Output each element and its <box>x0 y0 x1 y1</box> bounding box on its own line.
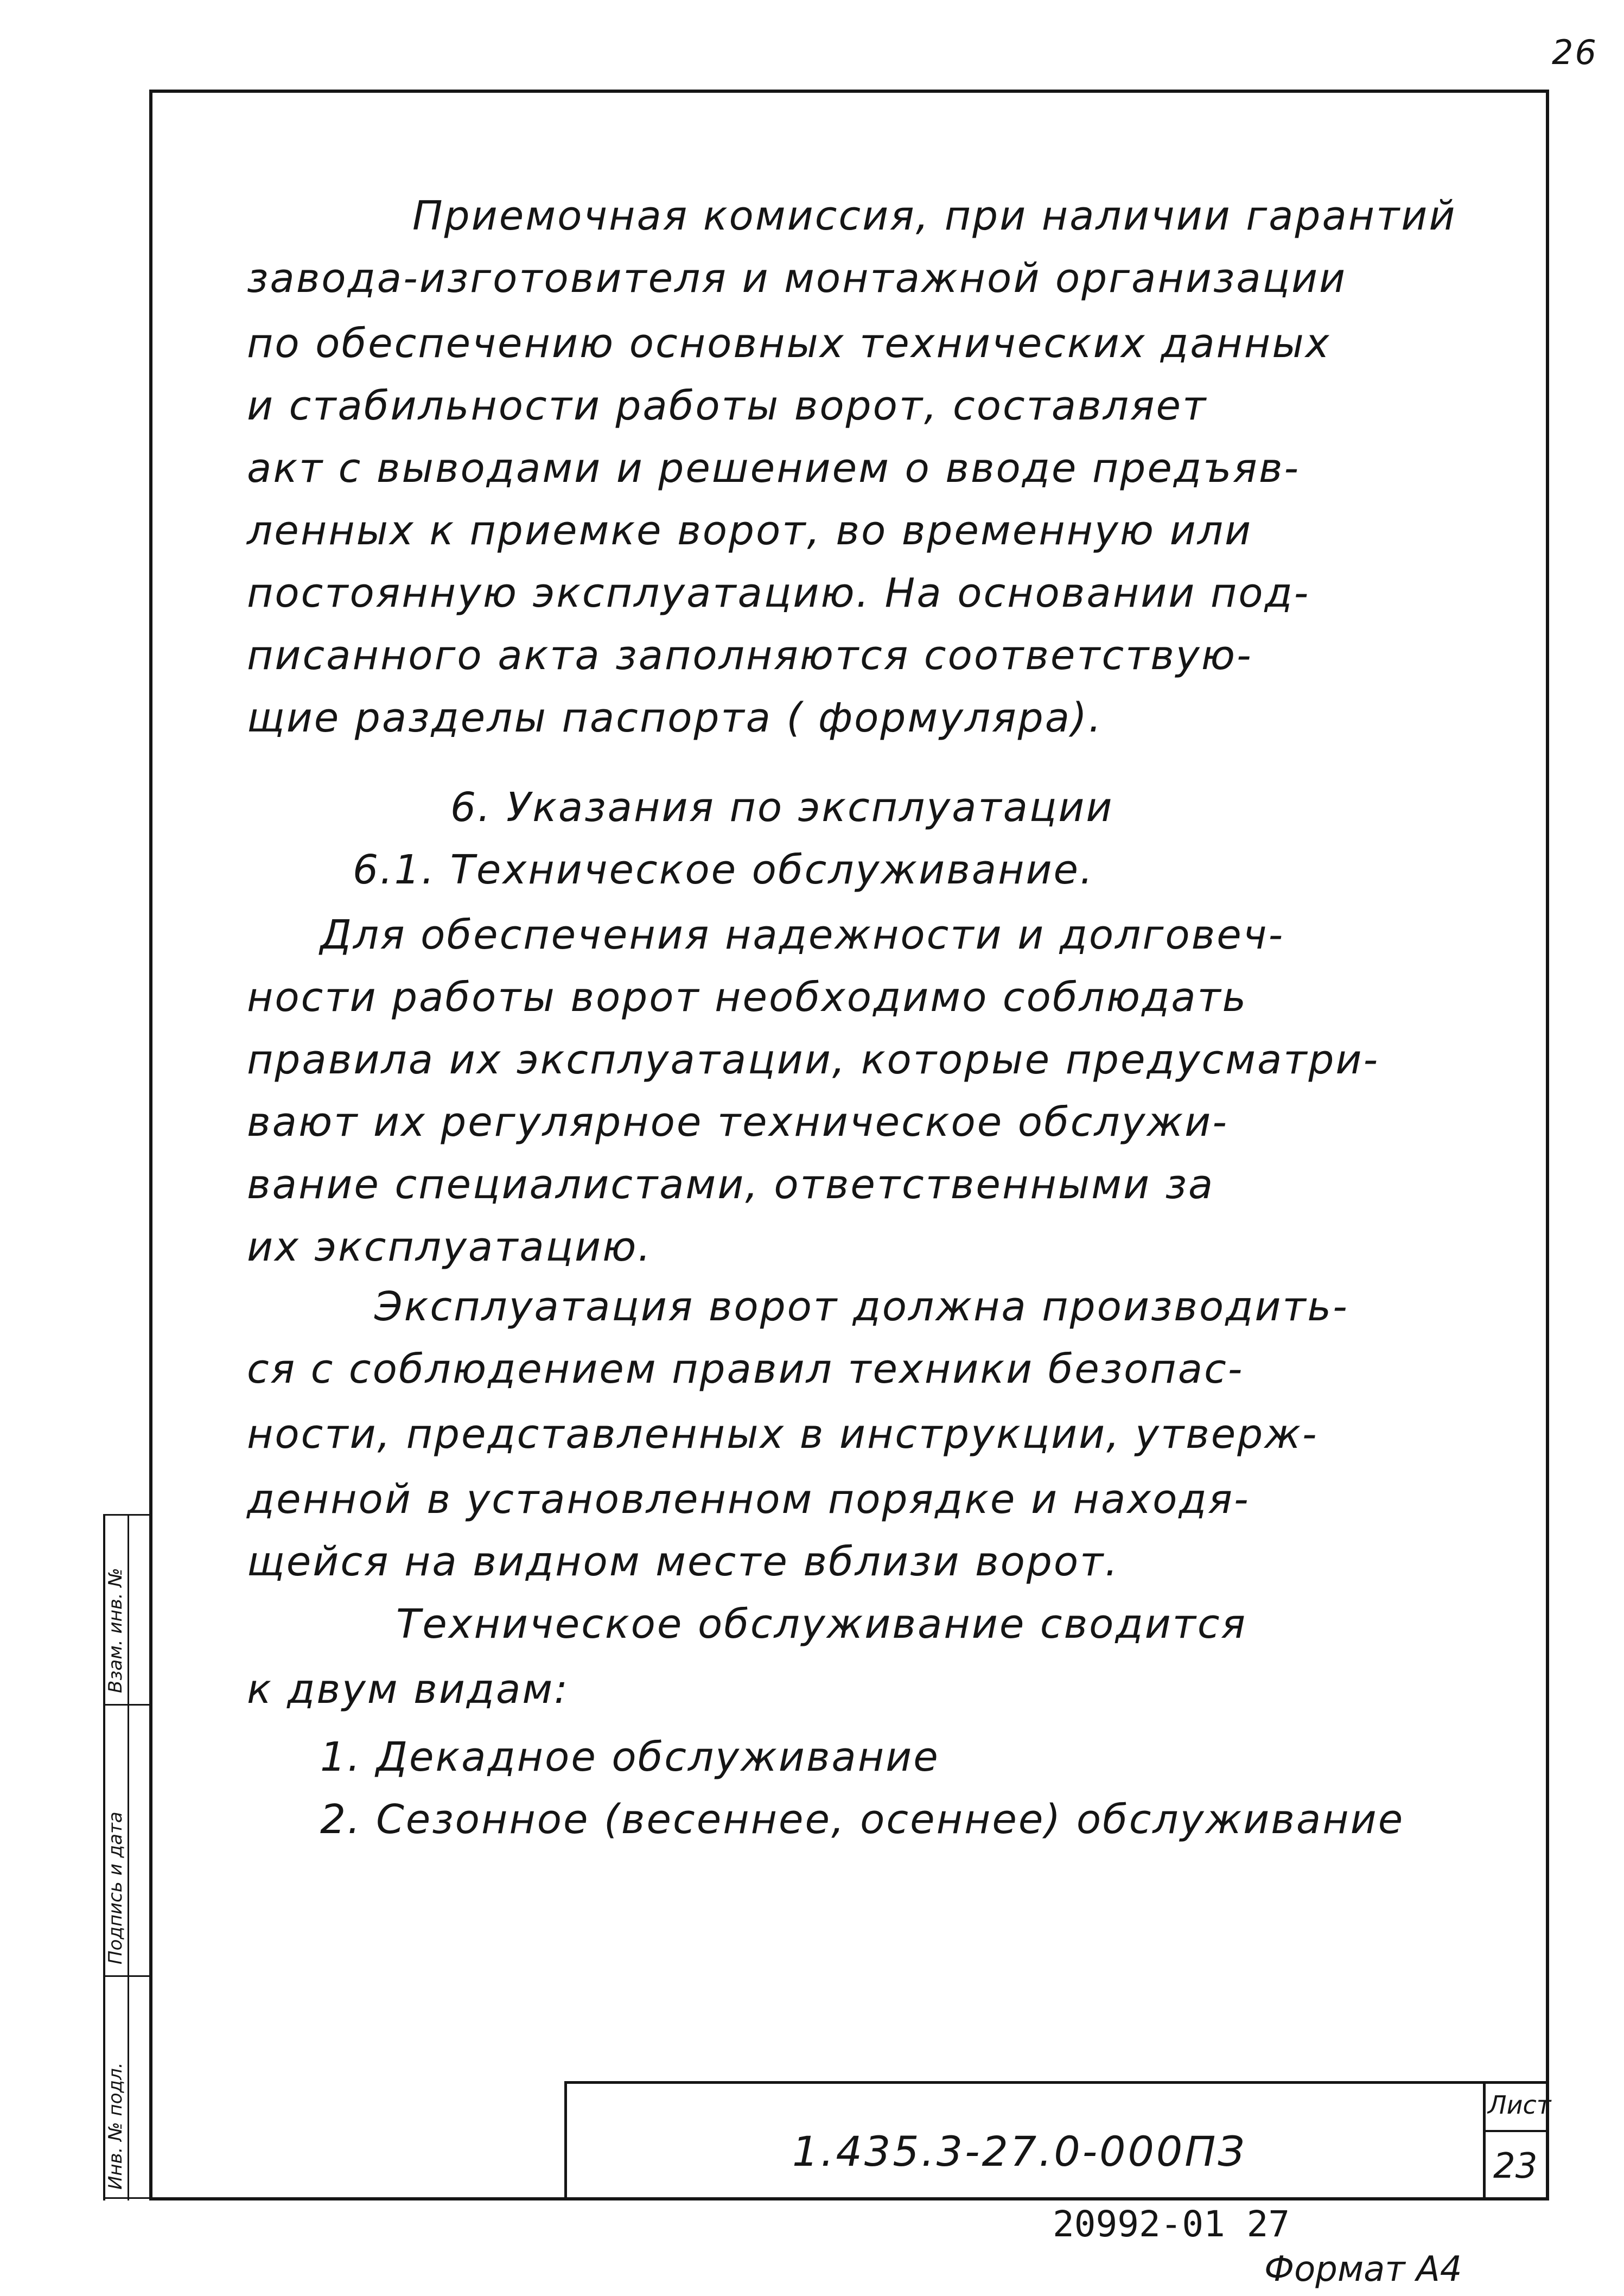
bottom-code: 20992-01 27 <box>1053 2203 1290 2245</box>
frame-right-border <box>1546 90 1549 2200</box>
title-block-top-line <box>564 2081 1549 2084</box>
paragraph4-line-2: к двум видам: <box>247 1666 570 1713</box>
paragraph3-line-1: Эксплуатация ворот должна производить- <box>374 1283 1349 1330</box>
paragraph2-line-3: правила их эксплуатации, которые предусматри- <box>247 1036 1380 1083</box>
title-block-sheet-divider <box>1483 2130 1549 2132</box>
paragraph2-line-6: их эксплуатацию. <box>247 1224 652 1270</box>
paragraph3-line-2: ся с соблюдением правил техники безопас- <box>247 1346 1244 1392</box>
paragraph2-line-5: вание специалистами, ответственными за <box>247 1161 1215 1208</box>
paragraph4-line-1: Техническое обслуживание сводится <box>396 1601 1247 1648</box>
side-stamp-divider-1 <box>103 1704 152 1706</box>
side-stamp-podpis-data: Подпись и дата <box>105 1811 126 1964</box>
sheet-number: 23 <box>1493 2146 1538 2186</box>
paragraph2-line-1: Для обеспечения надежности и долговеч- <box>320 912 1285 958</box>
paragraph1-line-1: Приемочная комиссия, при наличии гарантий <box>412 193 1457 239</box>
paragraph1-line-4: и стабильности работы ворот, составляет <box>247 383 1208 429</box>
title-block-sheet-col-line <box>1483 2081 1486 2200</box>
frame-bottom-border <box>149 2197 1549 2200</box>
side-stamp-top-line <box>103 1514 152 1516</box>
side-stamp-divider-2 <box>103 1975 152 1977</box>
paragraph1-line-5: акт с выводами и решением о вводе предъяв- <box>247 445 1301 492</box>
side-stamp-vzam-inv: Взам. инв. № <box>105 1568 126 1693</box>
paragraph1-line-3: по обеспечению основных технических данных <box>247 320 1331 367</box>
paragraph2-line-2: ности работы ворот необходимо соблюдать <box>247 974 1248 1021</box>
paragraph1-line-6: ленных к приемке ворот, во временную или <box>247 507 1253 554</box>
list-item-2: 2. Сезонное (весеннее, осеннее) обслуживание <box>320 1796 1405 1843</box>
paragraph3-line-4: денной в установленном порядке и находя- <box>247 1476 1250 1523</box>
list-item-1: 1. Декадное обслуживание <box>320 1734 940 1780</box>
subsection-heading: 6.1. Техническое обслуживание. <box>353 847 1094 893</box>
paragraph1-line-9: щие разделы паспорта ( формуляра). <box>247 695 1103 741</box>
paragraph1-line-2: завода-изготовителя и монтажной организации <box>247 255 1347 302</box>
paragraph3-line-3: ности, представленных в инструкции, утверж- <box>247 1411 1319 1458</box>
paragraph2-line-4: вают их регулярное техническое обслужи- <box>247 1099 1228 1146</box>
sheet-label: Лист <box>1488 2090 1551 2120</box>
paragraph1-line-8: писанного акта заполняются соответствую- <box>247 632 1253 679</box>
frame-left-border <box>149 90 152 2200</box>
section-heading: 6. Указания по эксплуатации <box>450 784 1114 831</box>
frame-top-border <box>149 90 1549 93</box>
doc-code: 1.435.3-27.0-000ПЗ <box>792 2127 1247 2176</box>
paragraph3-line-5: щейся на видном месте вблизи ворот. <box>247 1538 1119 1585</box>
page-number-top: 26 <box>1552 33 1598 72</box>
format-label: Формат А4 <box>1264 2249 1462 2289</box>
side-stamp-inv-podl: Инв. № подл. <box>105 2062 126 2190</box>
paragraph1-line-7: постоянную эксплуатацию. На основании под- <box>247 570 1310 616</box>
title-block-left-line <box>564 2081 567 2200</box>
side-stamp-inner-line <box>128 1514 129 2200</box>
side-stamp-bottom-line <box>103 2197 152 2199</box>
